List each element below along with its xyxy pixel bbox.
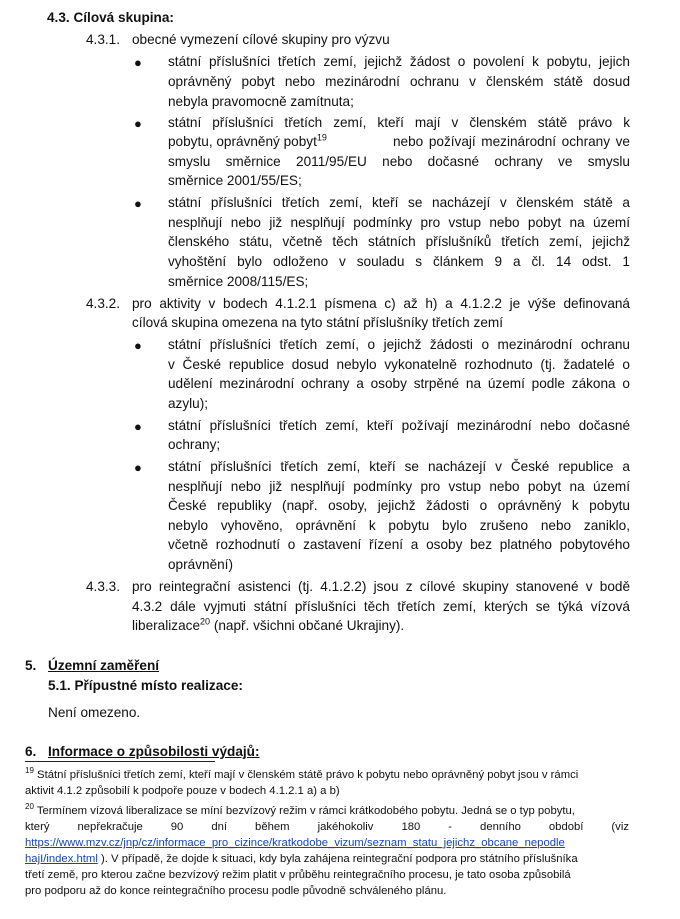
- footnote-20-text: Termínem vízová liberalizace se míní bezvízový režim v rámci krátkodobého pobytu. Jedná se o typ pobytu,: [36, 805, 575, 817]
- footnote-19-line: aktivit 4.1.2 způsobilí k podpoře pouze v bodech 4.1.2.1 a) a b): [25, 785, 340, 797]
- footnote-20-line: třetí země, pro kterou začne bezvízový režim platit v průběhu reintegračního procesu, je tato osoba způsobilá: [25, 869, 571, 881]
- footnote-20-url-end[interactable]: hajI/index.html: [25, 853, 98, 865]
- section-6-heading: Informace o způsobilosti výdajů:: [48, 744, 260, 759]
- bullet-line: státní příslušníci třetích zemí, kteří mají v členském státě právo k: [168, 115, 630, 130]
- bullet-line-with-footnote: [168, 132, 327, 151]
- bullet-line: nebyla pravomocně zamítnuta;: [168, 94, 354, 109]
- bullet-icon: ●: [134, 338, 142, 353]
- point-4-3-2-number: 4.3.2.: [86, 296, 121, 311]
- footnote-separator: [25, 761, 215, 762]
- footnote-20-text: ). V případě, že dojde k situaci, kdy byla zahájena reintegrační podpora pro státního příslušníka: [100, 853, 578, 865]
- section-5-1-text: Není omezeno.: [48, 705, 141, 720]
- point-4-3-2-line: cílová skupina omezena na tyto státní příslušníky třetích zemí: [132, 315, 503, 330]
- bullet-line: státní příslušníci třetích zemí, kteří požívají mezinárodní nebo dočasné: [168, 418, 630, 433]
- bullet-icon: ●: [134, 460, 142, 475]
- point-4-3-2-line: pro aktivity v bodech 4.1.2.1 písmena c) až h) a 4.1.2.2 je výše definovaná: [132, 296, 630, 311]
- bullet-line: azylu);: [168, 396, 209, 411]
- point-text: (např. všichni občané Ukrajiny).: [213, 618, 405, 633]
- point-4-3-1-number: 4.3.1.: [86, 32, 121, 47]
- section-5-number: 5.: [25, 658, 37, 673]
- bullet-icon: ●: [134, 55, 142, 70]
- bullet-line: nesplňují nebo již nesplňují podmínky pro vstup nebo pobyt na území: [168, 479, 630, 494]
- point-text: liberalizace: [132, 618, 201, 633]
- point-4-3-3-line-with-footnote: [132, 616, 404, 635]
- footnote-20-line: [25, 804, 575, 820]
- bullet-line: udělení mezinárodní ochrany a osoby strpěné na území podle zákona o: [168, 376, 630, 391]
- point-4-3-3-line: pro reintegrační asistenci (tj. 4.1.2.2) jsou z cílové skupiny stanovené v bodě: [132, 579, 630, 594]
- bullet-line: oprávněný pobyt nebo mezinárodní ochranu v členském státě dosud: [168, 74, 630, 89]
- bullet-line: smyslu směrnice 2011/95/EU nebo dočasné ochrany ve smyslu: [168, 154, 630, 169]
- bullet-icon: ●: [134, 116, 142, 131]
- bullet-line: členského státu, včetně těch státních příslušníků třetích zemí, jejichž: [168, 234, 630, 249]
- bullet-line: oprávnění): [168, 557, 233, 572]
- point-4-3-3-number: 4.3.3.: [86, 579, 121, 594]
- bullet-icon: ●: [134, 196, 142, 211]
- bullet-line: nebylo vyhověno, oprávnění k pobytu bylo zrušeno nebo zaniklo,: [168, 518, 630, 533]
- footnote-20-line: [25, 852, 578, 868]
- bullet-line: nebo požívají mezinárodní ochrany ve: [393, 134, 630, 149]
- bullet-line: včetně rozhodnutí o zastavení řízení a osoby bez platného pobytového: [168, 537, 630, 552]
- bullet-line: státní příslušníci třetích zemí, o jejichž žádosti o mezinárodní ochranu: [168, 337, 630, 352]
- footnote-ref-20[interactable]: 20: [200, 616, 211, 627]
- bullet-line: směrnice 2001/55/ES;: [168, 173, 302, 188]
- bullet-line: vyhoštění bylo odloženo v souladu s článkem 9 a čl. 14 odst. 1: [168, 254, 630, 269]
- point-4-3-1-text: obecné vymezení cílové skupiny pro výzvu: [132, 32, 390, 47]
- section-5-heading: Územní zaměření: [48, 658, 160, 673]
- footnote-19-number: 19: [25, 766, 34, 776]
- bullet-line: v České republice dosud nebylo vykonatelně rozhodnuto (tj. žadatelé o: [168, 357, 630, 372]
- footnote-20-link[interactable]: [25, 836, 565, 852]
- bullet-line: státní příslušníci třetích zemí, jejichž žádost o povolení k pobytu, jejich: [168, 54, 630, 69]
- footnote-ref-19[interactable]: 19: [316, 132, 327, 143]
- bullet-line: směrnice 2008/115/ES;: [168, 274, 309, 289]
- bullet-line: nesplňují nebo již nesplňují podmínky pro vstup nebo pobyt na území: [168, 215, 630, 230]
- section-6-number: 6.: [25, 744, 37, 759]
- footnote-20-line: pro podporu až do konce reintegračního procesu podle původně schváleného plánu.: [25, 885, 447, 897]
- footnote-20-url[interactable]: https://www.mzv.cz/jnp/cz/informace_pro_cizince/kratkodobe_vizum/seznam_statu_jejichz_obcane_nepodle: [25, 837, 565, 849]
- point-4-3-3-line: 4.3.2 dále vyjmuti státní příslušníci těch třetích zemí, kterých se týká vízová: [132, 599, 630, 614]
- bullet-line: státní příslušníci třetích zemí, kteří se nacházejí v členském státě a: [168, 195, 630, 210]
- bullet-line: České republiky (např. osoby, jejichž žádosti o oprávněný k pobytu: [168, 498, 630, 513]
- bullet-line: ochrany;: [168, 437, 221, 452]
- bullet-text: pobytu, oprávněný pobyt: [168, 134, 317, 149]
- footnote-20-number: 20: [25, 802, 34, 812]
- footnote-19-line: [25, 768, 578, 784]
- footnote-19-text: Státní příslušníci třetích zemí, kteří mají v členském státě právo k pobytu nebo oprávněný pobyt jsou v rámci: [37, 769, 579, 781]
- section-4-3-heading: 4.3. Cílová skupina:: [47, 10, 174, 25]
- bullet-line: státní příslušníci třetích zemí, kteří se nacházejí v České republice a: [168, 459, 630, 474]
- section-5-1-heading: 5.1. Přípustné místo realizace:: [48, 678, 243, 693]
- bullet-icon: ●: [134, 419, 142, 434]
- footnote-20-line: který nepřekračuje 90 dní během jakéhokoliv 180 - denního období (viz: [25, 821, 629, 833]
